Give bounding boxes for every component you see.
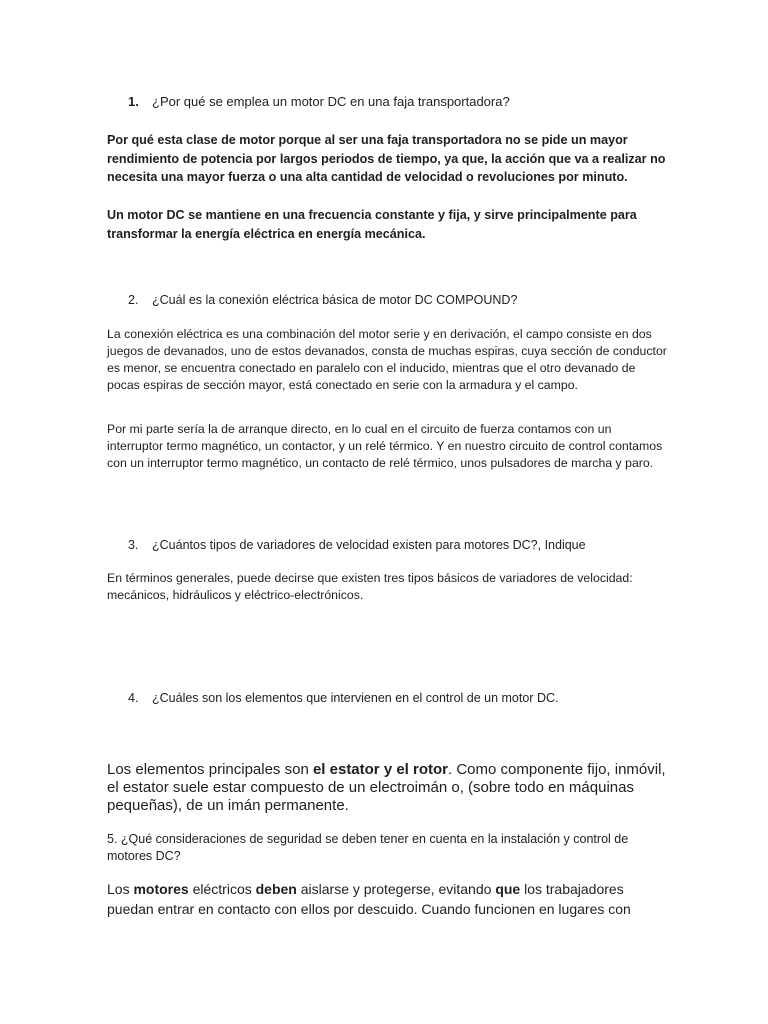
answer-2-paragraph-1: La conexión eléctrica es una combinación del motor serie y en derivación, el campo consiste en dos juegos de devanados, uno de estos devanados, consta de muchas espiras, cuya sección de conductor es menor, se encuentra conectado en paralelo con el inducido, mientras que el otro devanado de pocas espiras de sección mayor, está conectado en serie con la armadura y el campo. [107, 327, 667, 392]
answer-4-text: Los elementos principales son [107, 761, 313, 778]
answer-4-emphasis: el estator y el rotor [312, 761, 448, 778]
question-number: 1. [128, 94, 139, 109]
answer-2-paragraph-2: Por mi parte sería la de arranque directo, en lo cual en el circuito de fuerza contamos con un interruptor termo magnético, un contactor, y un relé térmico. Y en nuestro circuito de control contamos con un interruptor termo magnético, un contacto de relé térmico, unos pulsadores de marcha y paro. [107, 422, 663, 470]
question-number: 2. [128, 293, 139, 307]
answer-5-text: los trabajadores puedan entrar en contacto con ellos por descuido. Cuando funcionen en lugares con [107, 881, 631, 917]
answer-1-paragraph-1: Por qué esta clase de motor porque al ser una faja transportadora no se pide un mayor rendimiento de potencia por largos periodos de tiempo, ya que, la acción que va a realizar no necesita una mayor fuerza o una alta cantidad de velocidad o revoluciones por minuto. [107, 133, 666, 184]
answer-5-text: Los [107, 881, 134, 897]
answer-5-emphasis: que [495, 881, 521, 897]
answer-5-text: aislarse y protegerse, evitando [296, 881, 496, 897]
answer-3: En términos generales, puede decirse que existen tres tipos básicos de variadores de velocidad: mecánicos, hidráulicos y eléctrico-electrónicos. [107, 571, 633, 602]
answer-1-paragraph-2: Un motor DC se mantiene en una frecuencia constante y fija, y sirve principalmente para transformar la energía eléctrica en energía mecánica. [107, 208, 637, 241]
answer-4-text: . Como componente fijo, inmóvil, el estator suele estar compuesto de un electroimán o, (sobre todo en máquinas pequeñas), de un imán permanente. [107, 761, 666, 814]
question-number: 3. [128, 538, 139, 552]
answer-4 [107, 761, 667, 815]
question-text: ¿Por qué se emplea un motor DC en una faja transportadora? [152, 94, 510, 109]
question-number: 4. [128, 691, 139, 705]
question-5: 5. ¿Qué consideraciones de seguridad se deben tener en cuenta en la instalación y control de motores DC? [107, 832, 629, 863]
question-text: ¿Cuáles son los elementos que intervienen en el control de un motor DC. [152, 691, 559, 705]
answer-5-emphasis: motores [133, 881, 189, 897]
question-text: ¿Cuál es la conexión eléctrica básica de motor DC COMPOUND? [152, 293, 518, 307]
question-text: ¿Cuántos tipos de variadores de velocidad existen para motores DC?, Indique [152, 538, 586, 552]
answer-5-text: eléctricos [188, 881, 256, 897]
answer-5 [107, 879, 667, 919]
answer-5-emphasis: deben [255, 881, 297, 897]
